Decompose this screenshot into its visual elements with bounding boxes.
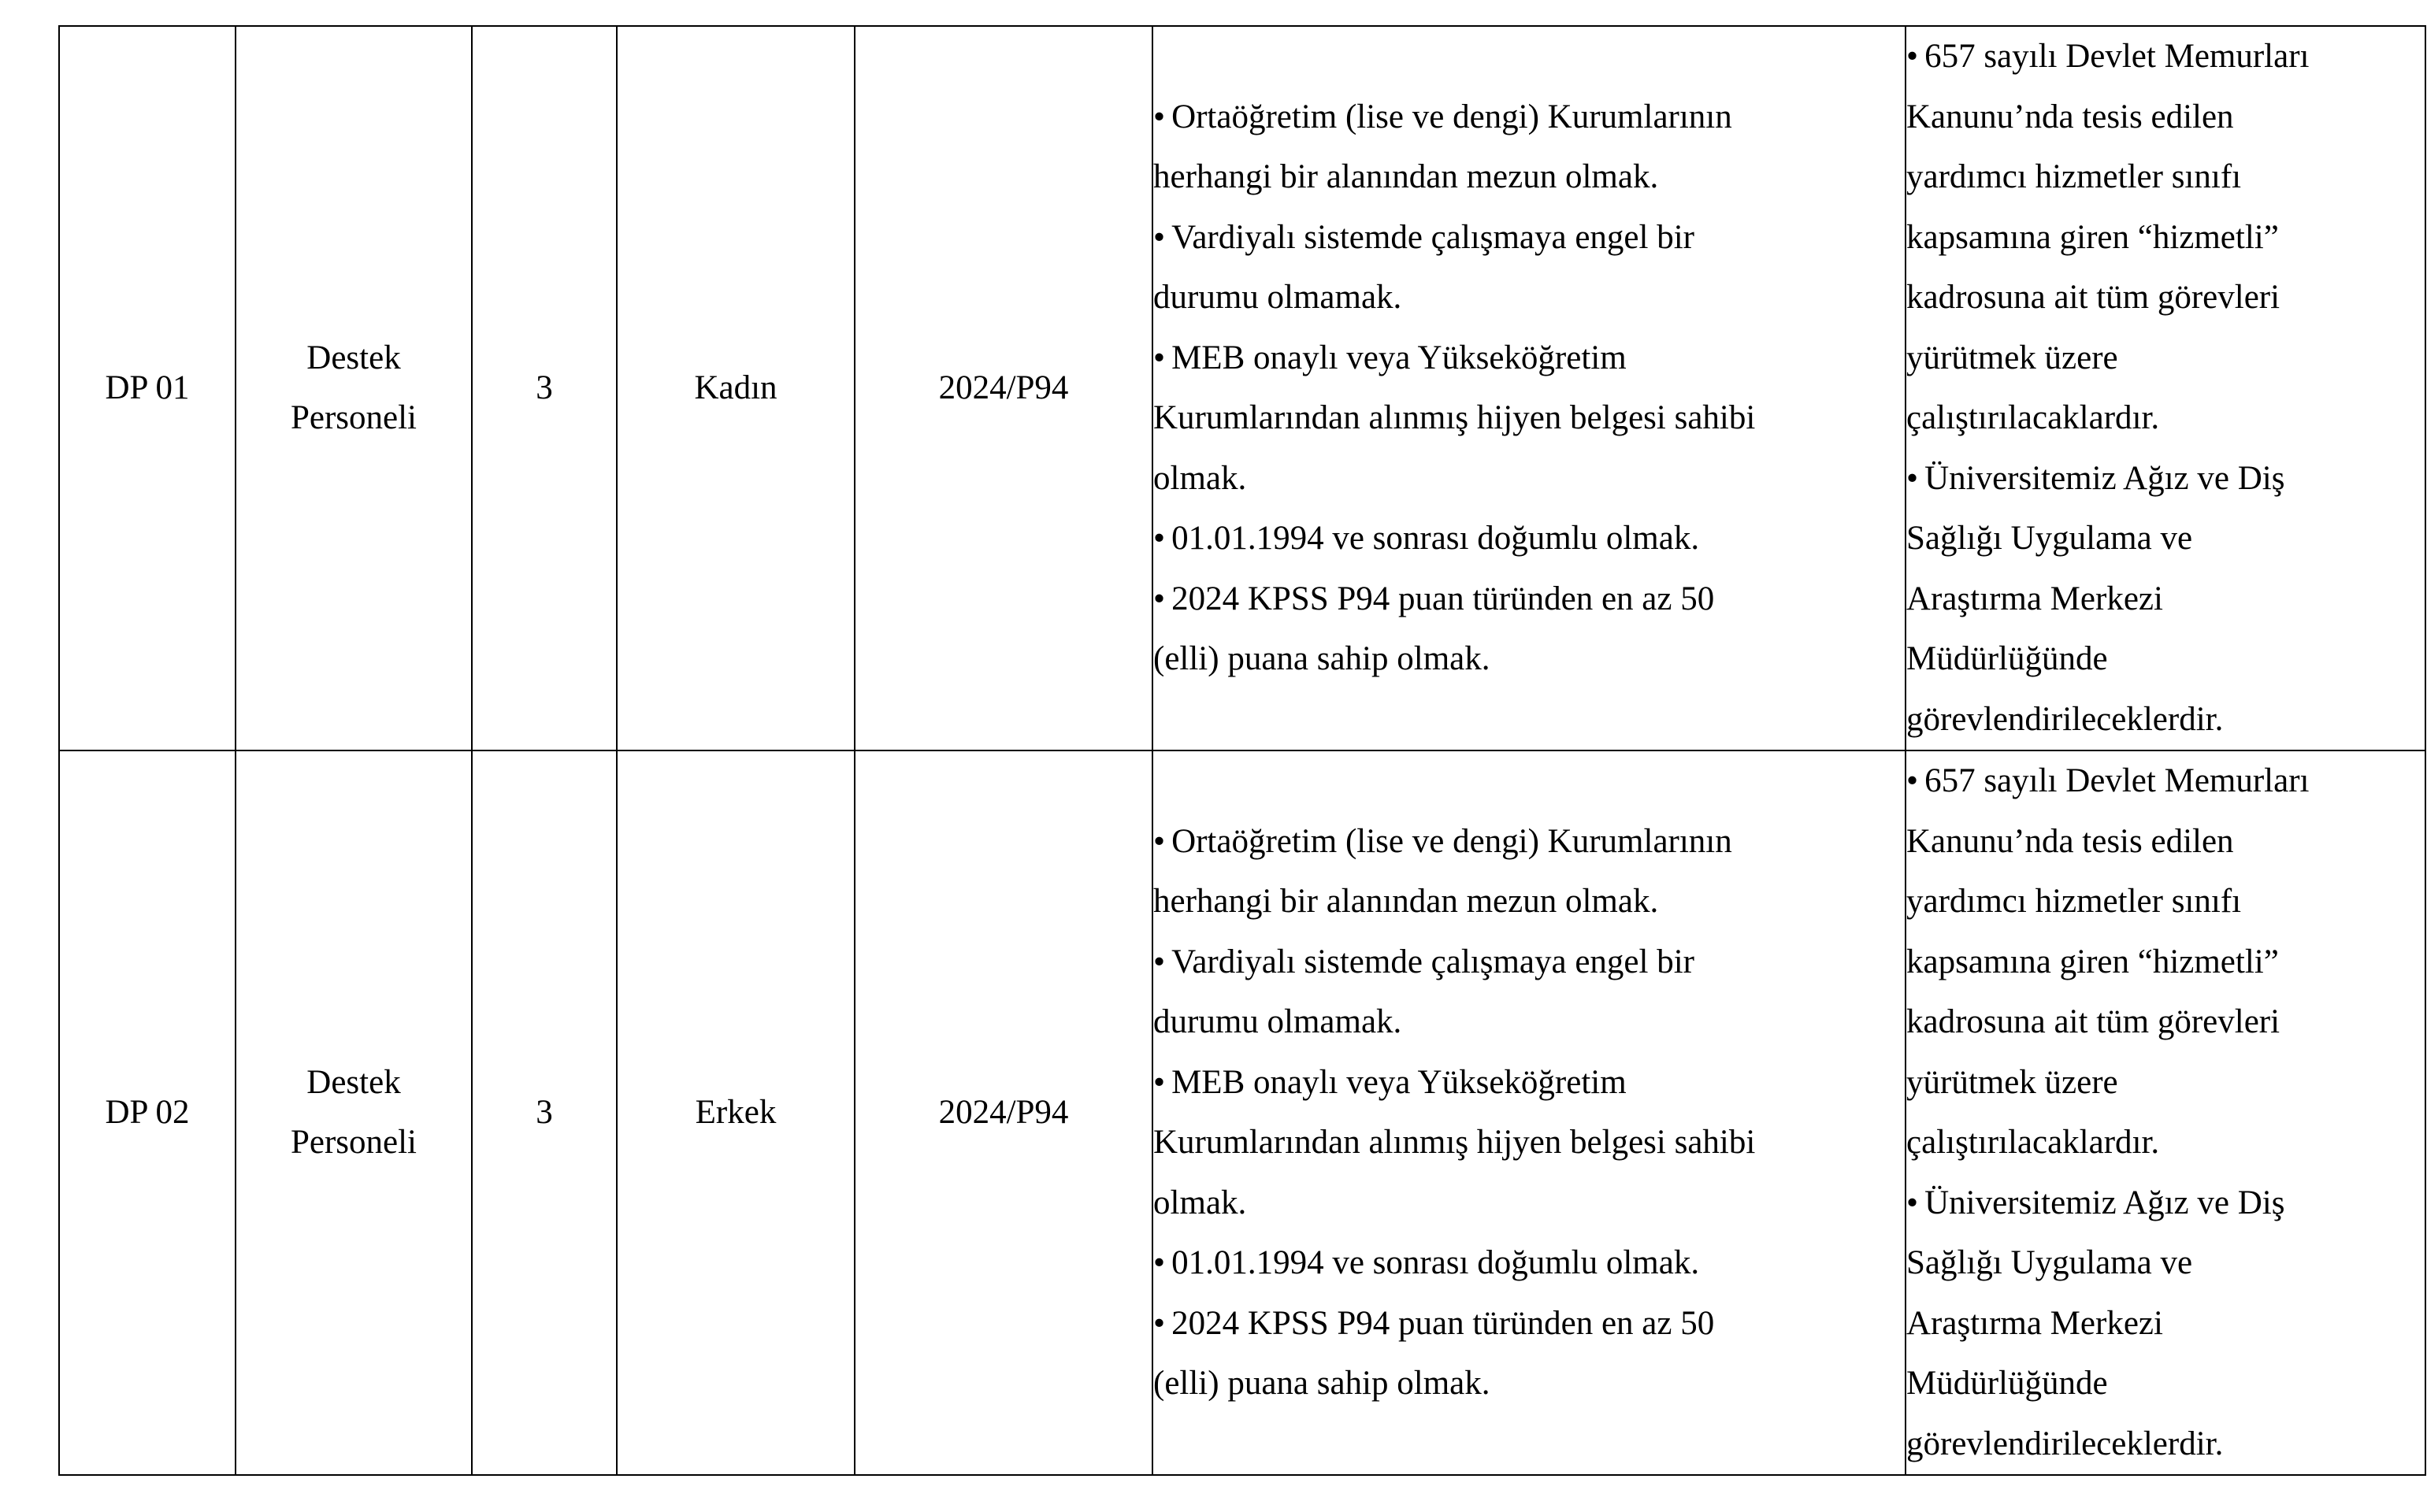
- position-title-line: Destek: [306, 1063, 401, 1101]
- duty-line: görevlendirileceklerdir.: [1906, 700, 2224, 738]
- positions-table: [58, 25, 2426, 1476]
- duty-line: Kanunu’nda tesis edilen: [1906, 98, 2234, 135]
- duty-item: • Üniversitemiz Ağız ve Diş: [1906, 1173, 2425, 1234]
- position-count-cell: [472, 750, 617, 1475]
- requirement-item: • 2024 KPSS P94 puan türünden en az 50: [1153, 569, 1905, 630]
- bullet-icon: •: [1153, 1063, 1166, 1101]
- position-count: 3: [536, 369, 553, 406]
- duty-line: yürütmek üzere: [1906, 1063, 2118, 1101]
- bullet-icon: •: [1153, 1244, 1166, 1281]
- position-title-cell: [236, 750, 472, 1475]
- duty-line: yardımcı hizmetler sınıfı: [1906, 883, 2242, 920]
- position-title-line: Personeli: [290, 399, 417, 436]
- duty-line: yardımcı hizmetler sınıfı: [1906, 158, 2242, 195]
- duty-line: yürütmek üzere: [1906, 339, 2118, 376]
- bullet-icon: •: [1153, 943, 1166, 980]
- duty-line: Müdürlüğünde: [1906, 640, 2108, 677]
- bullet-icon: •: [1906, 38, 1919, 75]
- duty-line: çalıştırılacaklardır.: [1906, 1124, 2160, 1161]
- bullet-icon: •: [1153, 339, 1166, 376]
- gender: Kadın: [694, 369, 777, 406]
- position-code: DP 01: [105, 369, 190, 406]
- requirement-line: olmak.: [1153, 459, 1247, 497]
- duty-line: kadrosuna ait tüm görevleri: [1906, 1003, 2280, 1040]
- requirement-item: • 01.01.1994 ve sonrası doğumlu olmak.: [1153, 509, 1905, 569]
- position-code-cell: [59, 750, 236, 1475]
- bullet-icon: •: [1153, 520, 1166, 557]
- duties-cell: [1906, 750, 2425, 1475]
- duty-line: çalıştırılacaklardır.: [1906, 399, 2160, 436]
- bullet-icon: •: [1153, 580, 1166, 617]
- duty-line: Araştırma Merkezi: [1906, 580, 2163, 617]
- bullet-icon: •: [1906, 762, 1919, 799]
- duty-item: • 657 sayılı Devlet Memurları: [1906, 751, 2425, 812]
- score-type-cell: [855, 26, 1152, 750]
- position-title-line: Destek: [306, 339, 401, 376]
- score-type: 2024/P94: [938, 1093, 1069, 1131]
- requirement-line: herhangi bir alanından mezun olmak.: [1153, 883, 1659, 920]
- duty-line: Kanunu’nda tesis edilen: [1906, 822, 2234, 860]
- duty-line: Müdürlüğünde: [1906, 1365, 2108, 1402]
- position-title-line: Personeli: [290, 1124, 417, 1161]
- duty-line: görevlendirileceklerdir.: [1906, 1425, 2224, 1462]
- requirement-line: Kurumlarından alınmış hijyen belgesi sahibi: [1153, 399, 1756, 436]
- requirement-item: • MEB onaylı veya Yükseköğretim: [1153, 328, 1905, 389]
- gender: Erkek: [695, 1093, 777, 1131]
- bullet-icon: •: [1153, 822, 1166, 860]
- bullet-icon: •: [1906, 1184, 1919, 1221]
- duty-line: Araştırma Merkezi: [1906, 1304, 2163, 1342]
- requirement-item: • 01.01.1994 ve sonrası doğumlu olmak.: [1153, 1233, 1905, 1294]
- duty-line: Sağlığı Uygulama ve: [1906, 520, 2193, 557]
- requirement-line: durumu olmamak.: [1153, 1003, 1402, 1040]
- position-code: DP 02: [105, 1093, 190, 1131]
- duty-line: Sağlığı Uygulama ve: [1906, 1244, 2193, 1281]
- position-count-cell: [472, 26, 617, 750]
- bullet-icon: •: [1906, 459, 1919, 497]
- requirement-line: Kurumlarından alınmış hijyen belgesi sahibi: [1153, 1124, 1756, 1161]
- gender-cell: [617, 26, 855, 750]
- requirement-item: • Vardiyalı sistemde çalışmaya engel bir: [1153, 208, 1905, 269]
- requirement-line: (elli) puana sahip olmak.: [1153, 1365, 1490, 1402]
- gender-cell: [617, 750, 855, 1475]
- duty-line: kapsamına giren “hizmetli”: [1906, 218, 2279, 256]
- score-type: 2024/P94: [938, 369, 1069, 406]
- bullet-icon: •: [1153, 98, 1166, 135]
- table-row: [59, 26, 2425, 750]
- duty-line: kapsamına giren “hizmetli”: [1906, 943, 2279, 980]
- bullet-icon: •: [1153, 1304, 1166, 1342]
- duty-item: • 657 sayılı Devlet Memurları: [1906, 27, 2425, 87]
- position-code-cell: [59, 26, 236, 750]
- requirements-cell: [1152, 750, 1906, 1475]
- requirement-line: (elli) puana sahip olmak.: [1153, 640, 1490, 677]
- score-type-cell: [855, 750, 1152, 1475]
- duty-item: • Üniversitemiz Ağız ve Diş: [1906, 449, 2425, 510]
- requirement-line: durumu olmamak.: [1153, 279, 1402, 316]
- table-row: [59, 750, 2425, 1475]
- requirement-line: herhangi bir alanından mezun olmak.: [1153, 158, 1659, 195]
- requirement-line: olmak.: [1153, 1184, 1247, 1221]
- position-title-cell: [236, 26, 472, 750]
- requirements-cell: [1152, 26, 1906, 750]
- requirement-item: • Vardiyalı sistemde çalışmaya engel bir: [1153, 932, 1905, 993]
- requirement-item: • Ortaöğretim (lise ve dengi) Kurumlarının: [1153, 812, 1905, 873]
- requirement-item: • 2024 KPSS P94 puan türünden en az 50: [1153, 1294, 1905, 1354]
- requirement-item: • MEB onaylı veya Yükseköğretim: [1153, 1053, 1905, 1114]
- requirement-item: • Ortaöğretim (lise ve dengi) Kurumlarının: [1153, 87, 1905, 148]
- duties-cell: [1906, 26, 2425, 750]
- duty-line: kadrosuna ait tüm görevleri: [1906, 279, 2280, 316]
- bullet-icon: •: [1153, 218, 1166, 256]
- position-count: 3: [536, 1093, 553, 1131]
